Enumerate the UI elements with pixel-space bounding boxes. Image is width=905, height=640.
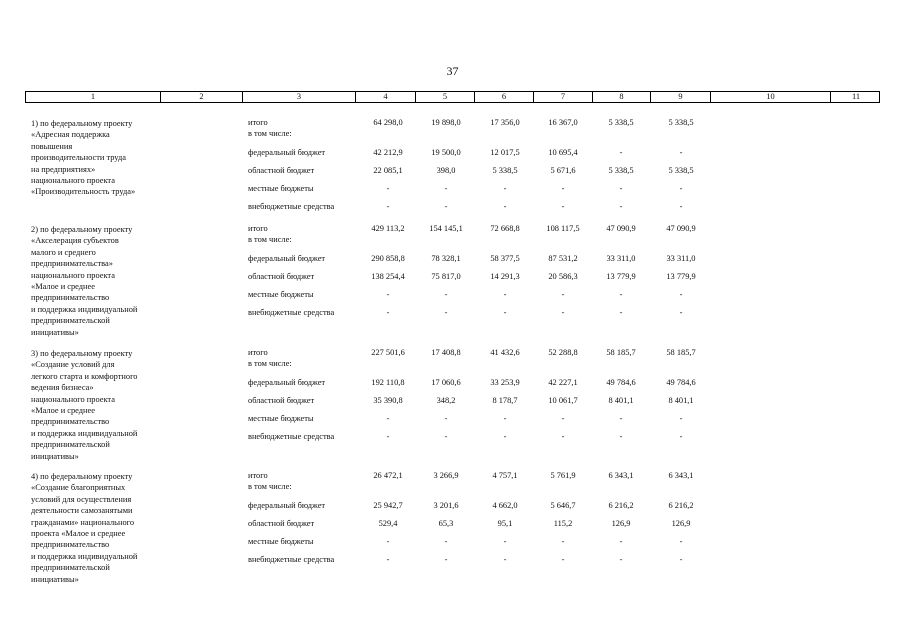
value-cell-regional: 10 061,7 <box>548 396 578 405</box>
row-label-federal: федеральный бюджет <box>248 501 326 510</box>
value-cell-total: 47 090,9 <box>606 224 636 233</box>
value-cell-total: 6 343,1 <box>608 471 634 480</box>
value-cell-regional: 13 779,9 <box>666 272 696 281</box>
value-cell-local: - <box>386 537 390 546</box>
value-cell-offbudget: - <box>503 308 507 317</box>
value-cell-offbudget: - <box>619 202 623 211</box>
value-cell-total: 5 338,5 <box>668 118 694 127</box>
value-cell-regional: 75 817,0 <box>431 272 461 281</box>
value-cell-local: - <box>619 184 623 193</box>
value-cell-federal: 192 110,8 <box>371 378 405 387</box>
value-cell-offbudget: - <box>619 432 623 441</box>
column-header-8: 8 <box>593 92 651 102</box>
value-cell-total: 5 761,9 <box>550 471 576 480</box>
value-cell-federal: - <box>679 148 683 157</box>
project-description: 3) по федеральному проекту «Создание условий для легкого старта и комфортного ведения бизнеса» национального проекта «Малое и среднее предпринимательство и поддержка индивидуальной предпринимательской инициативы» <box>31 349 138 461</box>
value-cell-federal: 42 227,1 <box>548 378 578 387</box>
value-cell-local: - <box>561 414 565 423</box>
row-label-local: местные бюджеты <box>248 184 314 193</box>
row-label-regional: областной бюджет <box>248 272 315 281</box>
column-header-4: 4 <box>356 92 416 102</box>
value-cell-offbudget: - <box>444 202 448 211</box>
value-cell-offbudget: - <box>561 202 565 211</box>
value-cell-offbudget: - <box>503 555 507 564</box>
value-cell-local: - <box>444 184 448 193</box>
value-cell-federal: 12 017,5 <box>490 148 520 157</box>
value-cell-federal: 5 646,7 <box>550 501 576 510</box>
value-cell-regional: 65,3 <box>438 519 454 528</box>
value-cell-offbudget: - <box>679 555 683 564</box>
value-cell-offbudget: - <box>386 555 390 564</box>
value-cell-federal: 10 695,4 <box>548 148 578 157</box>
value-cell-local: - <box>386 184 390 193</box>
value-cell-offbudget: - <box>386 202 390 211</box>
value-cell-offbudget: - <box>561 308 565 317</box>
value-cell-regional: 5 338,5 <box>608 166 634 175</box>
value-cell-regional: 529,4 <box>378 519 398 528</box>
value-cell-regional: 8 178,7 <box>492 396 518 405</box>
value-cell-local: - <box>679 184 683 193</box>
column-header-9: 9 <box>651 92 711 102</box>
value-cell-local: - <box>503 184 507 193</box>
value-cell-local: - <box>386 414 390 423</box>
row-label-offbudget: внебюджетные средства <box>248 432 335 441</box>
value-cell-total: 4 757,1 <box>492 471 518 480</box>
value-cell-offbudget: - <box>444 555 448 564</box>
row-label-including: в том числе: <box>248 129 292 138</box>
value-cell-total: 58 185,7 <box>606 348 636 357</box>
value-cell-regional: 22 085,1 <box>373 166 403 175</box>
row-label-federal: федеральный бюджет <box>248 254 326 263</box>
row-label-regional: областной бюджет <box>248 519 315 528</box>
page-number: 37 <box>446 64 459 78</box>
value-cell-local: - <box>561 537 565 546</box>
column-header-2: 2 <box>161 92 243 102</box>
value-cell-regional: 5 338,5 <box>668 166 694 175</box>
row-label-including: в том числе: <box>248 359 292 368</box>
value-cell-regional: 126,9 <box>611 519 631 528</box>
value-cell-regional: 20 586,3 <box>548 272 578 281</box>
row-label-total: итого <box>248 471 268 480</box>
value-cell-total: 64 298,0 <box>373 118 403 127</box>
row-label-local: местные бюджеты <box>248 414 314 423</box>
value-cell-offbudget: - <box>619 308 623 317</box>
value-cell-offbudget: - <box>386 308 390 317</box>
project-description: 2) по федеральному проекту «Акселерация субъектов малого и среднего предпринимательства» национального проекта «Малое и среднее предпринимательство и поддержка индивидуальной предпринимательской инициативы» <box>31 225 138 337</box>
value-cell-offbudget: - <box>679 308 683 317</box>
value-cell-federal: 49 784,6 <box>606 378 636 387</box>
column-header-5: 5 <box>416 92 475 102</box>
value-cell-total: 19 898,0 <box>431 118 461 127</box>
value-cell-total: 5 338,5 <box>608 118 634 127</box>
value-cell-local: - <box>679 414 683 423</box>
value-cell-total: 41 432,6 <box>490 348 520 357</box>
row-label-federal: федеральный бюджет <box>248 378 326 387</box>
value-cell-regional: 126,9 <box>671 519 691 528</box>
value-cell-federal: 6 216,2 <box>668 501 694 510</box>
value-cell-local: - <box>619 537 623 546</box>
value-cell-regional: 35 390,8 <box>373 396 403 405</box>
row-label-total: итого <box>248 118 268 127</box>
value-cell-regional: 5 671,6 <box>550 166 576 175</box>
column-header-3: 3 <box>243 92 356 102</box>
value-cell-local: - <box>679 537 683 546</box>
row-label-including: в том числе: <box>248 482 292 491</box>
column-header-7: 7 <box>534 92 593 102</box>
value-cell-regional: 8 401,1 <box>608 396 634 405</box>
value-cell-local: - <box>444 290 448 299</box>
value-cell-federal: 25 942,7 <box>373 501 403 510</box>
column-header-11: 11 <box>851 92 861 101</box>
row-label-including: в том числе: <box>248 235 292 244</box>
value-cell-regional: 348,2 <box>436 396 456 405</box>
value-cell-federal: 33 253,9 <box>490 378 520 387</box>
value-cell-local: - <box>503 290 507 299</box>
row-label-federal: федеральный бюджет <box>248 148 326 157</box>
column-header-row <box>25 91 880 103</box>
value-cell-offbudget: - <box>561 555 565 564</box>
value-cell-federal: 4 662,0 <box>492 501 518 510</box>
value-cell-regional: 398,0 <box>436 166 456 175</box>
row-label-regional: областной бюджет <box>248 166 315 175</box>
value-cell-total: 72 668,8 <box>490 224 520 233</box>
row-label-total: итого <box>248 224 268 233</box>
value-cell-total: 154 145,1 <box>429 224 463 233</box>
value-cell-local: - <box>619 414 623 423</box>
value-cell-federal: 49 784,6 <box>666 378 696 387</box>
value-cell-federal: - <box>619 148 623 157</box>
value-cell-local: - <box>679 290 683 299</box>
row-label-offbudget: внебюджетные средства <box>248 308 335 317</box>
value-cell-local: - <box>444 414 448 423</box>
column-header-1: 1 <box>26 92 161 102</box>
value-cell-local: - <box>503 414 507 423</box>
row-label-local: местные бюджеты <box>248 290 314 299</box>
column-header-6: 6 <box>475 92 534 102</box>
value-cell-total: 17 408,8 <box>431 348 461 357</box>
value-cell-total: 26 472,1 <box>373 471 403 480</box>
value-cell-regional: 8 401,1 <box>668 396 694 405</box>
value-cell-offbudget: - <box>386 432 390 441</box>
value-cell-regional: 14 291,3 <box>490 272 520 281</box>
value-cell-local: - <box>561 290 565 299</box>
value-cell-total: 227 501,6 <box>371 348 405 357</box>
value-cell-regional: 13 779,9 <box>606 272 636 281</box>
value-cell-regional: 95,1 <box>497 519 513 528</box>
value-cell-total: 17 356,0 <box>490 118 520 127</box>
value-cell-federal: 290 858,8 <box>371 254 405 263</box>
value-cell-federal: 42 212,9 <box>373 148 403 157</box>
value-cell-total: 52 288,8 <box>548 348 578 357</box>
value-cell-total: 429 113,2 <box>371 224 405 233</box>
value-cell-total: 6 343,1 <box>668 471 694 480</box>
value-cell-federal: 3 201,6 <box>433 501 459 510</box>
value-cell-offbudget: - <box>444 432 448 441</box>
value-cell-local: - <box>503 537 507 546</box>
value-cell-federal: 58 377,5 <box>490 254 520 263</box>
value-cell-offbudget: - <box>561 432 565 441</box>
value-cell-federal: 19 500,0 <box>431 148 461 157</box>
value-cell-federal: 33 311,0 <box>666 254 696 263</box>
value-cell-total: 16 367,0 <box>548 118 578 127</box>
value-cell-regional: 138 254,4 <box>371 272 405 281</box>
value-cell-offbudget: - <box>503 432 507 441</box>
value-cell-federal: 87 531,2 <box>548 254 578 263</box>
row-label-offbudget: внебюджетные средства <box>248 555 335 564</box>
value-cell-offbudget: - <box>679 432 683 441</box>
value-cell-federal: 78 328,1 <box>431 254 461 263</box>
row-label-local: местные бюджеты <box>248 537 314 546</box>
value-cell-local: - <box>386 290 390 299</box>
value-cell-regional: 5 338,5 <box>492 166 518 175</box>
value-cell-federal: 17 060,6 <box>431 378 461 387</box>
value-cell-regional: 115,2 <box>553 519 573 528</box>
value-cell-offbudget: - <box>619 555 623 564</box>
value-cell-total: 58 185,7 <box>666 348 696 357</box>
value-cell-federal: 33 311,0 <box>606 254 636 263</box>
value-cell-local: - <box>444 537 448 546</box>
project-description: 4) по федеральному проекту «Создание благоприятных условий для осуществления деятельности самозанятыми гражданами» национального проекта «Малое и среднее предпринимательство и поддержка индивидуальной предпринимательской инициативы» <box>31 472 138 584</box>
value-cell-offbudget: - <box>503 202 507 211</box>
project-description: 1) по федеральному проекту «Адресная поддержка повышения производительности труда на предприятиях» национального проекта «Производительность труда» <box>31 119 136 197</box>
value-cell-total: 47 090,9 <box>666 224 696 233</box>
value-cell-federal: 6 216,2 <box>608 501 634 510</box>
value-cell-offbudget: - <box>679 202 683 211</box>
value-cell-local: - <box>619 290 623 299</box>
row-label-offbudget: внебюджетные средства <box>248 202 335 211</box>
value-cell-total: 3 266,9 <box>433 471 459 480</box>
column-header-10: 10 <box>711 92 831 102</box>
value-cell-total: 108 117,5 <box>546 224 580 233</box>
value-cell-offbudget: - <box>444 308 448 317</box>
value-cell-local: - <box>561 184 565 193</box>
row-label-regional: областной бюджет <box>248 396 315 405</box>
row-label-total: итого <box>248 348 268 357</box>
